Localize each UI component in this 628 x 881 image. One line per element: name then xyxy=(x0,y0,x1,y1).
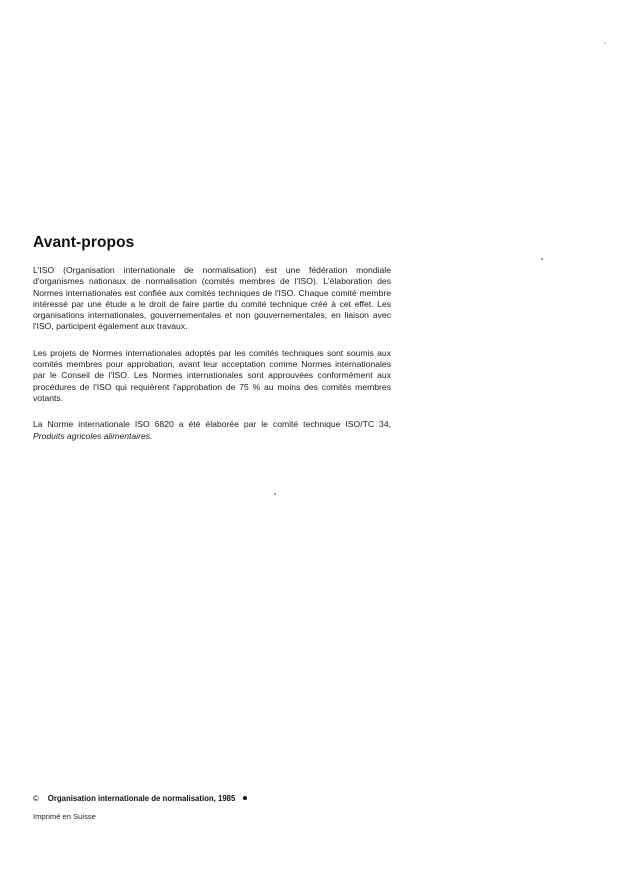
copyright-organisation: Organisation internationale de normalisation, 1985 xyxy=(47,794,236,803)
foreword-paragraph-3 xyxy=(33,419,391,442)
copyright-line xyxy=(33,794,247,803)
bullet-icon xyxy=(243,796,247,800)
copyright-icon: © xyxy=(33,794,39,803)
paragraph-text: Les projets de Normes internationales adoptés par les comités techniques sont soumis aux comités membres pour approbation, avant leur acceptation comme Normes internationales par le Conseil de l'ISO. Les Normes internationales sont approuvées conformément aux procédures de l'ISO qui requièrent l'approbation de 75 % au moins des comités membres votants. xyxy=(33,347,391,403)
paragraph-text: La Norme internationale ISO 6820 a été élaborée par le comité technique ISO/TC 34, xyxy=(33,419,391,430)
foreword-body xyxy=(33,265,391,442)
paragraph-text: L'ISO (Organisation internationale de normalisation) est une fédération mondiale d'organismes nationaux de normalisation (comités membres de l'ISO). L'élaboration des Normes internationales est confiée aux comités techniques de l'ISO. Chaque comité membre intéressé par une étude a le droit de faire partie du comité technique créé à cet effet. Les organisations internationales, gouvernementales et non gouvernementales, en liaison avec l'ISO, participent également aux travaux. xyxy=(33,265,391,332)
foreword-paragraph-1 xyxy=(33,265,391,333)
scan-speck-icon xyxy=(274,493,276,495)
scan-speck-icon xyxy=(604,42,606,44)
printed-in: Imprimé en Suisse xyxy=(33,812,96,821)
committee-title: Produits agricoles alimentaires. xyxy=(33,430,153,441)
page-title: Avant-propos xyxy=(33,234,135,251)
foreword-paragraph-2 xyxy=(33,348,391,404)
scan-speck-icon xyxy=(541,258,543,260)
